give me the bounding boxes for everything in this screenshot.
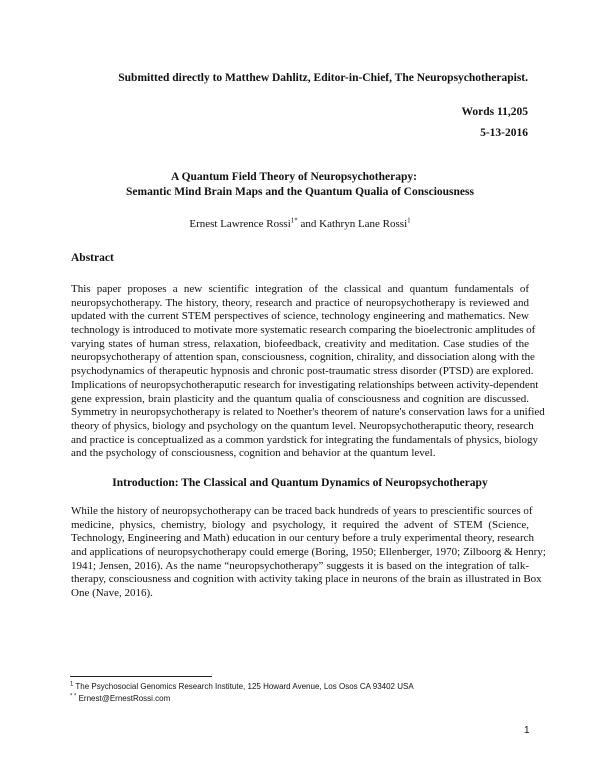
abstract-line: Symmetry in neuropsychotherapy is related to Noether's theorem of nature's conservation laws for a unified bbox=[71, 406, 545, 419]
abstract-line: Implications of neuropsychotheraputic research for investigating relationships between activity-dependent bbox=[71, 378, 539, 391]
author-1-footnote-mark: 1* bbox=[290, 216, 298, 225]
footnote-2-mark: * * bbox=[70, 693, 77, 700]
intro-line: and applications of neuropsychotherapy could emerge (Boring, 1950; Ellenberger, 1970; Zilboorg & Henry; bbox=[71, 546, 546, 559]
intro-line: While the history of neuropsychotherapy can be traced back hundreds of years to prescientific sources of bbox=[71, 505, 533, 517]
intro-line: 1941; Jensen, 2016). As the name “neuropsychotherapy” suggests it is based on the integration of talk- bbox=[71, 559, 529, 572]
intro-line: medicine, physics, chemistry, biology and psychology, it required the advent of STEM (Science, bbox=[71, 518, 529, 531]
author-conjunction: and bbox=[297, 218, 320, 230]
intro-heading: Introduction: The Classical and Quantum Dynamics of Neuropsychotherapy bbox=[112, 477, 488, 489]
abstract-line: and the psychology of consciousness, cognition and behavior at the quantum level. bbox=[71, 447, 436, 460]
intro-line: One (Nave, 2016). bbox=[71, 587, 153, 600]
abstract-paragraph bbox=[71, 283, 545, 461]
abstract-line: and practice is conceptualized as a common yardstick for integrating the fundamentals of physics, biology bbox=[71, 433, 539, 446]
footnote-2 bbox=[70, 694, 170, 704]
intro-line: Technology, Engineering and Math) education in our century before a truly experimental theory, research bbox=[71, 532, 534, 545]
intro-paragraph bbox=[71, 505, 546, 601]
abstract-heading: Abstract bbox=[71, 252, 114, 264]
page-number: 1 bbox=[524, 725, 530, 736]
abstract-line: gene expression, brain plasticity and the quantum qualia of consciousness and cognition are discussed. bbox=[71, 392, 529, 405]
abstract-line: varying states of human stress, relaxation, biofeedback, creativity and meditation. Case studies of the bbox=[71, 337, 529, 350]
footnote-1-mark: 1 bbox=[70, 681, 74, 688]
intro-line: therapy, consciousness and cognition with activity taking place in neurons of the brain as illustrated in Box bbox=[71, 573, 542, 586]
footnote-2-text: Ernest@ErnestRossi.com bbox=[78, 694, 171, 703]
abstract-line: neuropsychotherapy of attention span, consciousness, cognition, chirality, and dissociation along with the bbox=[71, 351, 535, 364]
footnote-1 bbox=[70, 682, 414, 692]
title-line-2: Semantic Mind Brain Maps and the Quantum Qualia of Consciousness bbox=[126, 186, 474, 198]
author-1: Ernest Lawrence Rossi bbox=[189, 218, 291, 230]
date: 5-13-2016 bbox=[480, 127, 528, 139]
abstract-line: This paper proposes a new scientific integration of the classical and quantum fundamentals of bbox=[71, 283, 529, 295]
abstract-line: theory of physics, biology and psychology on the quantum level. Neuropsychotheraputic theory, research bbox=[71, 419, 534, 432]
authors bbox=[0, 217, 600, 231]
word-count: Words 11,205 bbox=[461, 106, 528, 118]
footnote-1-text: The Psychosocial Genomics Research Institute, 125 Howard Avenue, Los Osos CA 93402 USA bbox=[75, 682, 414, 691]
author-2: Kathryn Lane Rossi bbox=[319, 218, 408, 230]
title-line-1: A Quantum Field Theory of Neuropsychotherapy: bbox=[171, 171, 417, 183]
footnote-divider bbox=[70, 676, 212, 677]
abstract-line: updated with the current STEM perspectives of science, technology engineering and mathematics. New bbox=[71, 310, 529, 323]
author-2-footnote-mark: 1 bbox=[407, 216, 411, 225]
submission-line: Submitted directly to Matthew Dahlitz, Editor-in-Chief, The Neuropsychotherapist. bbox=[118, 72, 528, 84]
abstract-line: psychodynamics of therapeutic hypnosis and chronic post-traumatic stress disorder (PTSD) are explored. bbox=[71, 365, 534, 378]
abstract-line: technology is introduced to motivate more systematic research comparing the bioelectronic amplitudes of bbox=[71, 324, 536, 337]
abstract-line: neuropsychotherapy. The history, theory, research and practice of neuropsychotherapy is reviewed and bbox=[71, 296, 529, 309]
